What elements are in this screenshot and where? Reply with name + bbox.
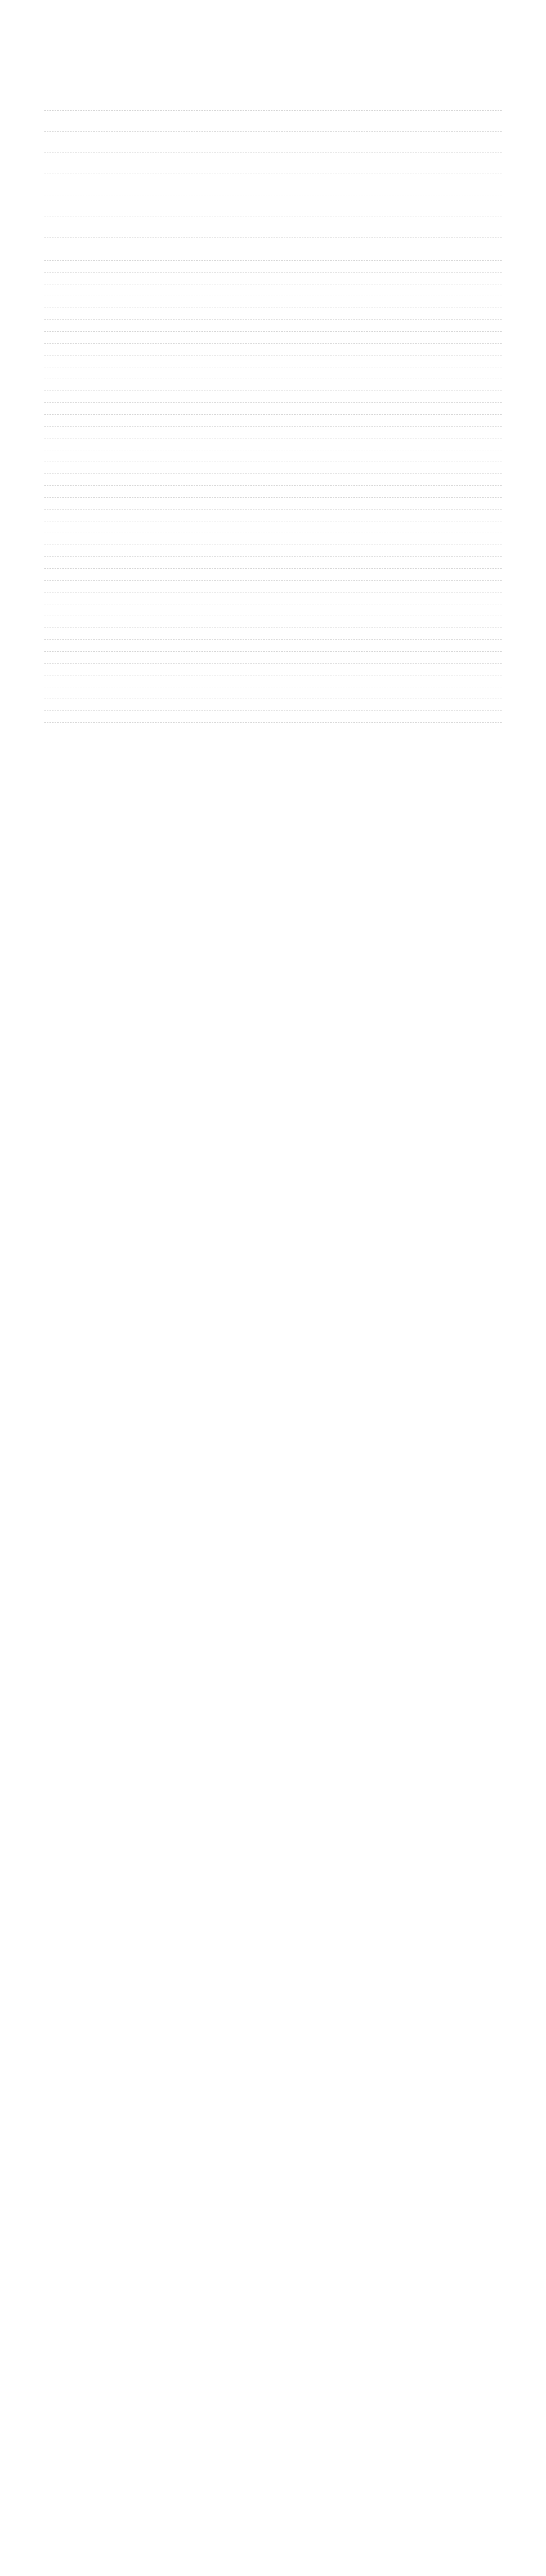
paragraph [44, 710, 502, 711]
paragraph [44, 319, 502, 320]
intro-line [44, 174, 502, 195]
paragraph [44, 497, 502, 498]
intro-line [44, 90, 502, 111]
intro-line [44, 153, 502, 174]
paragraph [44, 473, 502, 474]
intro-line [44, 132, 502, 153]
intro-line [44, 216, 502, 238]
paragraph [44, 402, 502, 403]
paragraph [44, 556, 502, 557]
paragraph [44, 260, 502, 261]
paragraph [44, 639, 502, 640]
paragraph [44, 580, 502, 581]
paragraph [44, 651, 502, 652]
paragraph [44, 414, 502, 415]
paragraph [44, 663, 502, 664]
paragraph [44, 485, 502, 486]
intro-line [44, 195, 502, 216]
paragraph [44, 722, 502, 723]
paragraph [44, 272, 502, 273]
paragraph [44, 509, 502, 510]
paragraph [44, 343, 502, 344]
article-body [44, 260, 502, 723]
paragraph [44, 568, 502, 569]
paragraph [44, 426, 502, 427]
intro-block [44, 90, 502, 238]
paragraph [44, 331, 502, 332]
intro-line [44, 111, 502, 132]
